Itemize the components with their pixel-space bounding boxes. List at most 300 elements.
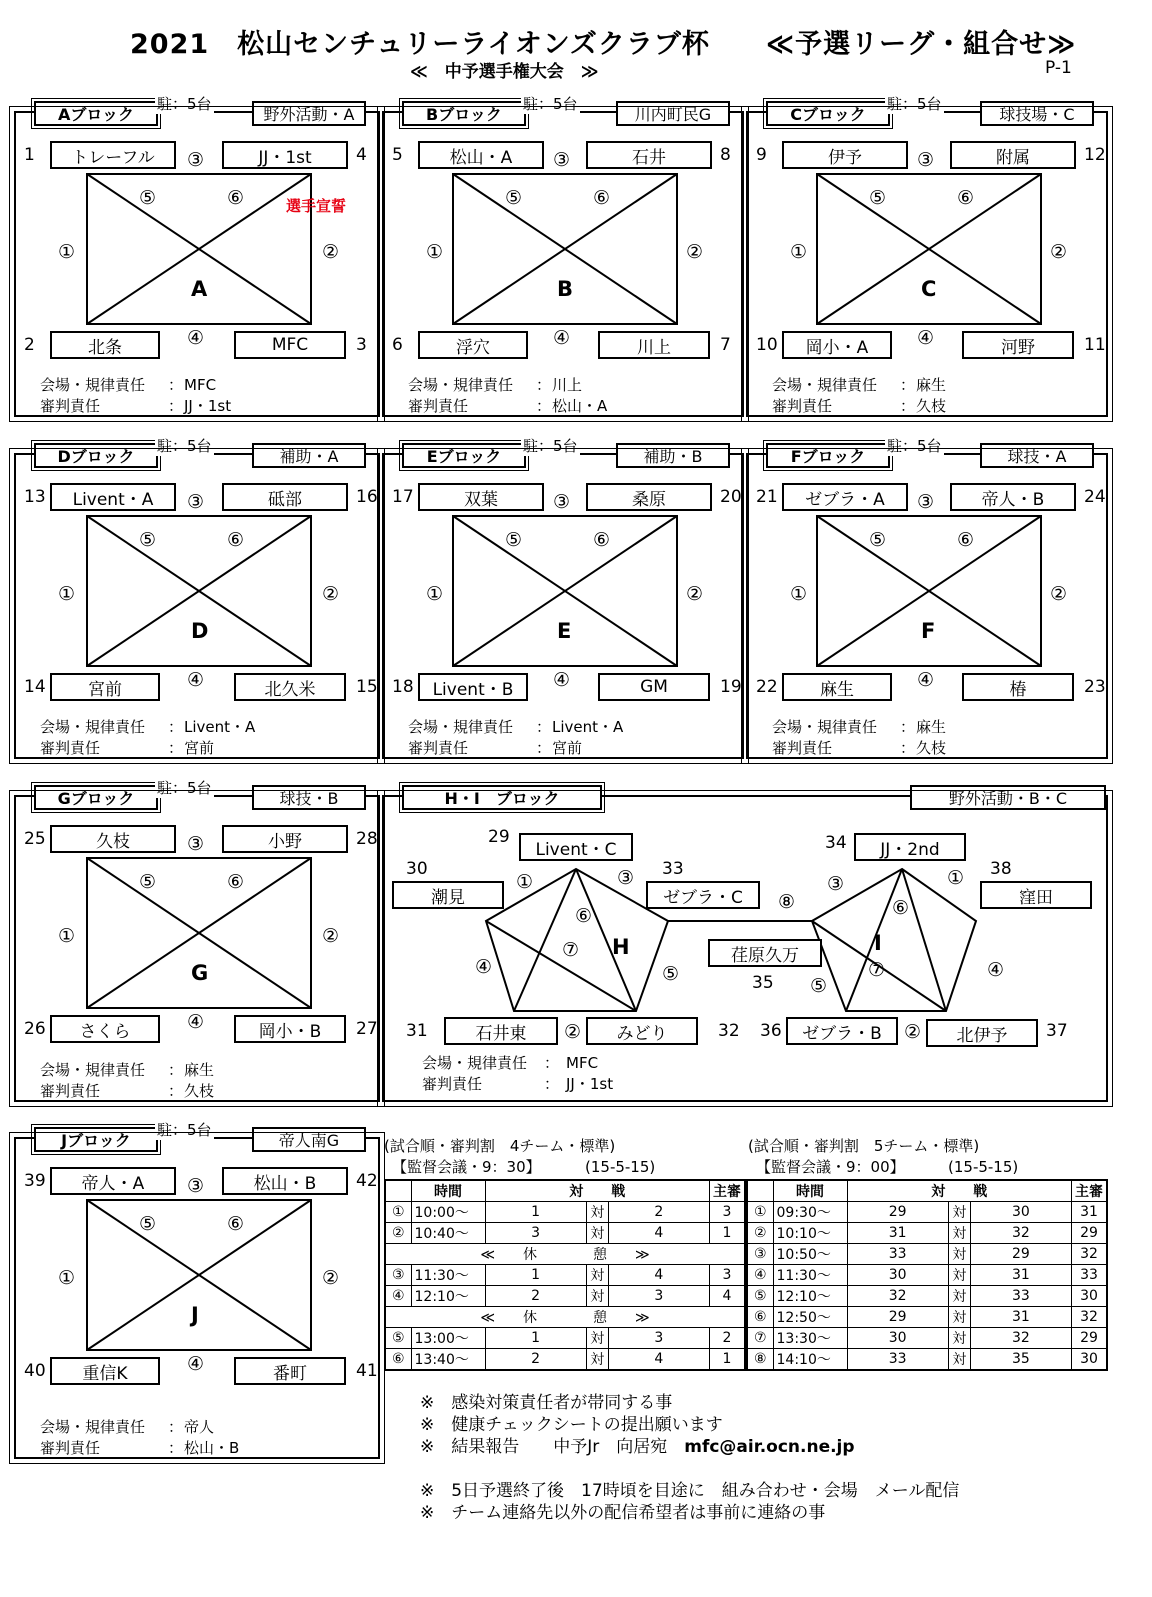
- match-number: ④: [187, 1353, 205, 1375]
- group-diagram: [816, 173, 1042, 325]
- colon: ：: [168, 376, 184, 394]
- referee-value: JJ・1st: [184, 397, 232, 415]
- team-number: 30: [406, 859, 428, 879]
- team-number: 9: [756, 145, 767, 165]
- table-row: [747, 1286, 1107, 1307]
- referee-team: 2: [710, 1328, 746, 1349]
- match-number: ④: [475, 956, 493, 978]
- match-number: ①: [58, 1267, 76, 1289]
- team-a: 1: [485, 1328, 586, 1349]
- colon: ：: [536, 718, 552, 736]
- match-number: ③: [917, 149, 935, 171]
- team-box: 荏原久万: [708, 939, 822, 967]
- team-b: 31: [970, 1265, 1071, 1286]
- referee-team: 30: [1072, 1286, 1108, 1307]
- match-order: ⑧: [747, 1349, 773, 1371]
- match-number: ①: [426, 241, 444, 263]
- match-number: ④: [187, 669, 205, 691]
- time-header: 時間: [411, 1180, 485, 1202]
- block-j: [14, 1121, 380, 1459]
- team-a: 1: [485, 1202, 586, 1223]
- team-box: Livent・B: [418, 673, 528, 701]
- match-number: ③: [187, 491, 205, 513]
- team-box: JJ・1st: [222, 141, 348, 169]
- table-row: [747, 1223, 1107, 1244]
- referee-team: 4: [710, 1286, 746, 1307]
- match-number: ③: [187, 1175, 205, 1197]
- team-b: 33: [970, 1286, 1071, 1307]
- block-field: 補助・A: [252, 443, 366, 468]
- group-letter: G: [191, 961, 209, 985]
- team-number: 34: [825, 833, 847, 853]
- table-row: [747, 1202, 1107, 1223]
- team-box: ゼブラ・B: [786, 1017, 898, 1045]
- team-box: みどり: [586, 1017, 698, 1045]
- venue-value: MFC: [566, 1054, 599, 1072]
- team-a: 30: [847, 1328, 948, 1349]
- match-number: ⑥: [593, 529, 611, 551]
- team-number: 2: [24, 335, 35, 355]
- venue-value: 帝人: [184, 1418, 215, 1436]
- table-row: [385, 1349, 745, 1371]
- note-item: ※ 5日予選終了後 17時頃を目途に 組み合わせ・会場 メール配信: [420, 1481, 960, 1501]
- match-number: ⑤: [810, 975, 828, 997]
- team-box: 小野: [222, 825, 348, 853]
- match-time: 14:10～: [773, 1349, 847, 1371]
- time-header: 時間: [773, 1180, 847, 1202]
- team-box: 窪田: [980, 881, 1092, 909]
- colon: ：: [168, 718, 184, 736]
- team-number: 36: [760, 1021, 782, 1041]
- team-box: 伊予: [782, 141, 908, 169]
- colon: ：: [168, 1418, 184, 1436]
- referee-team: 32: [1072, 1307, 1108, 1328]
- team-a: 3: [485, 1223, 586, 1244]
- schedule4-format: (15-5-15): [585, 1158, 656, 1176]
- team-a: 1: [485, 1265, 586, 1286]
- venue-label: 会場・規律責任: [408, 376, 514, 394]
- team-box: 帝人・A: [50, 1167, 176, 1195]
- match-number: ④: [187, 1011, 205, 1033]
- block-c: [746, 95, 1108, 417]
- team-box: 麻生: [782, 673, 892, 701]
- team-number: 27: [356, 1019, 378, 1039]
- match-number: ③: [187, 833, 205, 855]
- match-number: ②: [1050, 583, 1068, 605]
- team-box: トレーフル: [50, 141, 176, 169]
- group-letter-h: H: [612, 935, 630, 959]
- block-name: Dブロック: [34, 443, 158, 468]
- team-box: ゼブラ・C: [646, 881, 760, 909]
- table-header: [385, 1180, 745, 1202]
- team-number: 17: [392, 487, 414, 507]
- vs-label: 対: [948, 1328, 970, 1349]
- schedule5-meeting: 【監督会議・9：00】: [756, 1158, 905, 1176]
- schedule4-table: [384, 1179, 746, 1371]
- match-number: ①: [790, 583, 808, 605]
- venue-label: 会場・規律責任: [40, 718, 146, 736]
- group-letter: D: [191, 619, 209, 643]
- referee-label: 審判責任: [40, 1439, 101, 1457]
- team-box: 久枝: [50, 825, 176, 853]
- colon: ：: [168, 1082, 184, 1100]
- page-number: P-1: [1045, 58, 1072, 78]
- match-number: ④: [987, 959, 1005, 981]
- table-row: [385, 1265, 745, 1286]
- match-time: 10:00～: [411, 1202, 485, 1223]
- team-box: 北条: [50, 331, 160, 359]
- team-box: Livent・C: [519, 833, 633, 861]
- parking-info: 駐：5台: [887, 437, 942, 455]
- venue-value: 川上: [552, 376, 583, 394]
- team-number: 37: [1046, 1021, 1068, 1041]
- team-number: 42: [356, 1171, 378, 1191]
- team-number: 33: [662, 859, 684, 879]
- team-number: 12: [1084, 145, 1106, 165]
- match-number: ⑦: [562, 939, 580, 961]
- team-number: 31: [406, 1021, 428, 1041]
- team-box: 岡小・B: [234, 1015, 346, 1043]
- team-box: 潮見: [392, 881, 504, 909]
- team-box: 川上: [598, 331, 710, 359]
- match-number: ③: [553, 149, 571, 171]
- referee-label: 審判責任: [408, 739, 469, 757]
- note-item: ※ 感染対策責任者が帯同する事: [420, 1393, 673, 1413]
- match-order: ⑦: [747, 1328, 773, 1349]
- team-number: 25: [24, 829, 46, 849]
- match-number: ⑤: [505, 529, 523, 551]
- venue-label: 会場・規律責任: [408, 718, 514, 736]
- match-number: ④: [553, 669, 571, 691]
- block-field: 球技場・C: [980, 101, 1094, 126]
- table-row: [747, 1328, 1107, 1349]
- match-number: ⑤: [505, 187, 523, 209]
- match-order: ④: [747, 1265, 773, 1286]
- parking-info: 駐：5台: [157, 95, 212, 113]
- match-order: ④: [385, 1286, 411, 1307]
- team-number: 4: [356, 145, 367, 165]
- group-letter-i: I: [874, 931, 882, 955]
- match-time: 11:30～: [773, 1265, 847, 1286]
- team-number: 20: [720, 487, 742, 507]
- team-number: 23: [1084, 677, 1106, 697]
- referee-value: 松山・A: [552, 397, 608, 415]
- block-name: Bブロック: [402, 101, 526, 126]
- match-order: ⑤: [747, 1286, 773, 1307]
- venue-label: 会場・規律責任: [40, 376, 146, 394]
- colon: ：: [168, 397, 184, 415]
- team-a: 2: [485, 1349, 586, 1371]
- schedule5-table: [746, 1179, 1108, 1371]
- match-number: ④: [917, 327, 935, 349]
- team-number: 11: [1084, 335, 1106, 355]
- match-number: ⑤: [869, 529, 887, 551]
- referee-value: JJ・1st: [566, 1075, 614, 1093]
- team-b: 35: [970, 1349, 1071, 1371]
- match-number: ⑥: [227, 187, 245, 209]
- group-letter: E: [557, 619, 572, 643]
- team-number: 15: [356, 677, 378, 697]
- team-box: 石井東: [444, 1017, 558, 1045]
- match-number: ⑥: [892, 897, 910, 919]
- team-box: 宮前: [50, 673, 160, 701]
- block-e: [382, 437, 744, 759]
- referee-value: 久枝: [916, 397, 947, 415]
- venue-label: 会場・規律責任: [422, 1054, 528, 1072]
- match-number: ⑤: [662, 963, 680, 985]
- team-number: 19: [720, 677, 742, 697]
- team-box: 石井: [586, 141, 712, 169]
- parking-info: 駐：5台: [157, 437, 212, 455]
- team-number: 38: [990, 859, 1012, 879]
- team-number: 21: [756, 487, 778, 507]
- venue-label: 会場・規律責任: [772, 376, 878, 394]
- schedule5-title: (試合順・審判割 5チーム・標準): [748, 1137, 980, 1155]
- note-item: [420, 1436, 855, 1459]
- team-number: 10: [756, 335, 778, 355]
- team-a: 33: [847, 1244, 948, 1265]
- team-box: 河野: [962, 331, 1074, 359]
- referee-value: 久枝: [916, 739, 947, 757]
- team-box: 附属: [950, 141, 1076, 169]
- match-number: ②: [686, 241, 704, 263]
- table-row: [747, 1265, 1107, 1286]
- team-number: 26: [24, 1019, 46, 1039]
- vs-label: 対: [586, 1349, 608, 1371]
- colon: ：: [900, 739, 916, 757]
- group-diagram: [452, 515, 678, 667]
- team-box: 砥部: [222, 483, 348, 511]
- match-number: ③: [553, 491, 571, 513]
- referee-label: 審判責任: [772, 397, 833, 415]
- match-number: ③: [187, 149, 205, 171]
- team-box: 岡小・A: [782, 331, 892, 359]
- block-hi: [382, 789, 1108, 1102]
- referee-label: 審判責任: [40, 1082, 101, 1100]
- referee-label: 審判責任: [408, 397, 469, 415]
- block-field: 球技・B: [252, 785, 366, 810]
- match-number: ⑤: [139, 871, 157, 893]
- vs-label: 対: [586, 1265, 608, 1286]
- block-field: 川内町民G: [616, 101, 730, 126]
- match-number: ⑥: [593, 187, 611, 209]
- team-b: 4: [608, 1265, 709, 1286]
- block-b: [382, 95, 744, 417]
- team-box: 帝人・B: [950, 483, 1076, 511]
- team-b: 32: [970, 1328, 1071, 1349]
- team-number: 7: [720, 335, 731, 355]
- match-header: 対 戦: [847, 1180, 1072, 1202]
- page-title: 2021 松山センチュリーライオンズクラブ杯 ≪予選リーグ・組合せ≫: [130, 29, 1077, 60]
- table-row: [385, 1244, 745, 1265]
- match-order: ⑥: [385, 1349, 411, 1371]
- team-number: 5: [392, 145, 403, 165]
- team-number: 32: [718, 1021, 740, 1041]
- match-number: ③: [827, 873, 845, 895]
- venue-value: 麻生: [184, 1061, 215, 1079]
- team-a: 2: [485, 1286, 586, 1307]
- group-diagram: [86, 173, 312, 325]
- venue-value: 麻生: [916, 376, 947, 394]
- ref-header: 主審: [1072, 1180, 1108, 1202]
- match-number: ①: [516, 871, 534, 893]
- break-row: ≪ 休 憩 ≫: [385, 1307, 745, 1328]
- team-b: 4: [608, 1349, 709, 1371]
- match-number: ④: [917, 669, 935, 691]
- match-order: ①: [385, 1202, 411, 1223]
- match-order: ①: [747, 1202, 773, 1223]
- referee-value: 宮前: [552, 739, 583, 757]
- match-number: ②: [322, 583, 340, 605]
- colon: ：: [900, 376, 916, 394]
- vs-label: 対: [948, 1265, 970, 1286]
- group-diagram: [816, 515, 1042, 667]
- match-number: ①: [790, 241, 808, 263]
- colon: ：: [168, 1061, 184, 1079]
- group-letter: C: [921, 277, 937, 301]
- venue-value: MFC: [184, 376, 217, 394]
- vs-label: 対: [948, 1307, 970, 1328]
- match-number: ①: [58, 925, 76, 947]
- colon: ：: [168, 1439, 184, 1457]
- match-order: ②: [385, 1223, 411, 1244]
- match-time: 13:30～: [773, 1328, 847, 1349]
- referee-team: 1: [710, 1223, 746, 1244]
- match-number: ②: [564, 1021, 582, 1043]
- team-box: 番町: [234, 1357, 346, 1385]
- match-number: ⑤: [139, 529, 157, 551]
- vs-label: 対: [948, 1223, 970, 1244]
- team-number: 29: [488, 827, 510, 847]
- match-number: ②: [322, 925, 340, 947]
- match-time: 12:50～: [773, 1307, 847, 1328]
- team-number: 18: [392, 677, 414, 697]
- group-diagram: [86, 1199, 312, 1351]
- colon: ：: [168, 739, 184, 757]
- note-item: ※ チーム連絡先以外の配信希望者は事前に連絡の事: [420, 1503, 826, 1523]
- vs-label: 対: [948, 1349, 970, 1371]
- referee-label: 審判責任: [40, 739, 101, 757]
- team-box: 重信K: [50, 1357, 160, 1385]
- group-diagram: [86, 857, 312, 1009]
- team-number: 28: [356, 829, 378, 849]
- match-number: ③: [617, 867, 635, 889]
- match-number: ⑤: [139, 187, 157, 209]
- team-a: 32: [847, 1286, 948, 1307]
- table-row: [385, 1286, 745, 1307]
- match-order: ②: [747, 1223, 773, 1244]
- team-a: 33: [847, 1349, 948, 1371]
- block-name: Gブロック: [34, 785, 158, 810]
- group-letter: A: [191, 277, 208, 301]
- team-box: 椿: [962, 673, 1074, 701]
- team-number: 41: [356, 1361, 378, 1381]
- vs-label: 対: [586, 1328, 608, 1349]
- team-b: 3: [608, 1328, 709, 1349]
- block-name: Cブロック: [766, 101, 890, 126]
- team-number: 3: [356, 335, 367, 355]
- match-number: ①: [426, 583, 444, 605]
- block-f: [746, 437, 1108, 759]
- team-b: 31: [970, 1307, 1071, 1328]
- match-number: ⑧: [778, 891, 796, 913]
- team-number: 39: [24, 1171, 46, 1191]
- schedule5-format: (15-5-15): [948, 1158, 1019, 1176]
- team-box: ゼブラ・A: [782, 483, 908, 511]
- referee-label: 審判責任: [772, 739, 833, 757]
- venue-value: 麻生: [916, 718, 947, 736]
- block-field: 補助・B: [616, 443, 730, 468]
- match-number: ⑥: [957, 187, 975, 209]
- note-item: ※ 健康チェックシートの提出願います: [420, 1415, 723, 1435]
- team-number: 35: [752, 973, 774, 993]
- colon: ：: [536, 376, 552, 394]
- match-time: 10:50～: [773, 1244, 847, 1265]
- venue-value: Livent・A: [184, 718, 256, 736]
- match-number: ⑥: [575, 905, 593, 927]
- team-b: 32: [970, 1223, 1071, 1244]
- table-row: [385, 1223, 745, 1244]
- table-row: [385, 1307, 745, 1328]
- team-b: 3: [608, 1286, 709, 1307]
- match-number: ③: [917, 491, 935, 513]
- team-a: 30: [847, 1265, 948, 1286]
- referee-value: 久枝: [184, 1082, 215, 1100]
- parking-info: 駐：5台: [887, 95, 942, 113]
- team-box: 桑原: [586, 483, 712, 511]
- match-time: 13:00～: [411, 1328, 485, 1349]
- schedule4-meeting: 【監督会議・9：30】: [392, 1158, 541, 1176]
- block-name: H・I ブロック: [402, 785, 602, 810]
- break-row: ≪ 休 憩 ≫: [385, 1244, 745, 1265]
- match-number: ⑥: [227, 1213, 245, 1235]
- referee-team: 32: [1072, 1244, 1108, 1265]
- team-a: 29: [847, 1307, 948, 1328]
- match-number: ⑤: [869, 187, 887, 209]
- ref-header: 主審: [710, 1180, 746, 1202]
- match-number: ⑥: [227, 871, 245, 893]
- block-name: Jブロック: [34, 1127, 158, 1152]
- page-subtitle: ≪ 中予選手権大会 ≫: [410, 62, 599, 82]
- match-number: ④: [553, 327, 571, 349]
- referee-team: 29: [1072, 1223, 1108, 1244]
- team-number: 16: [356, 487, 378, 507]
- match-time: 11:30～: [411, 1265, 485, 1286]
- team-b: 2: [608, 1202, 709, 1223]
- group-diagram: [86, 515, 312, 667]
- block-name: Eブロック: [402, 443, 526, 468]
- match-time: 10:10～: [773, 1223, 847, 1244]
- contact-email[interactable]: mfc@air.ocn.ne.jp: [684, 1437, 855, 1457]
- parking-info: 駐：5台: [157, 1121, 212, 1139]
- referee-label: 審判責任: [422, 1075, 483, 1093]
- table-row: [747, 1307, 1107, 1328]
- match-time: 13:40～: [411, 1349, 485, 1371]
- venue-label: 会場・規律責任: [772, 718, 878, 736]
- table-row: [747, 1349, 1107, 1371]
- team-box: さくら: [50, 1015, 160, 1043]
- team-number: 6: [392, 335, 403, 355]
- team-a: 29: [847, 1202, 948, 1223]
- colon: ：: [544, 1054, 560, 1072]
- group-letter: B: [557, 277, 574, 301]
- colon: ：: [900, 397, 916, 415]
- venue-label: 会場・規律責任: [40, 1061, 146, 1079]
- vs-label: 対: [586, 1202, 608, 1223]
- match-number: ④: [187, 327, 205, 349]
- parking-info: 駐：5台: [523, 95, 578, 113]
- table-row: [385, 1202, 745, 1223]
